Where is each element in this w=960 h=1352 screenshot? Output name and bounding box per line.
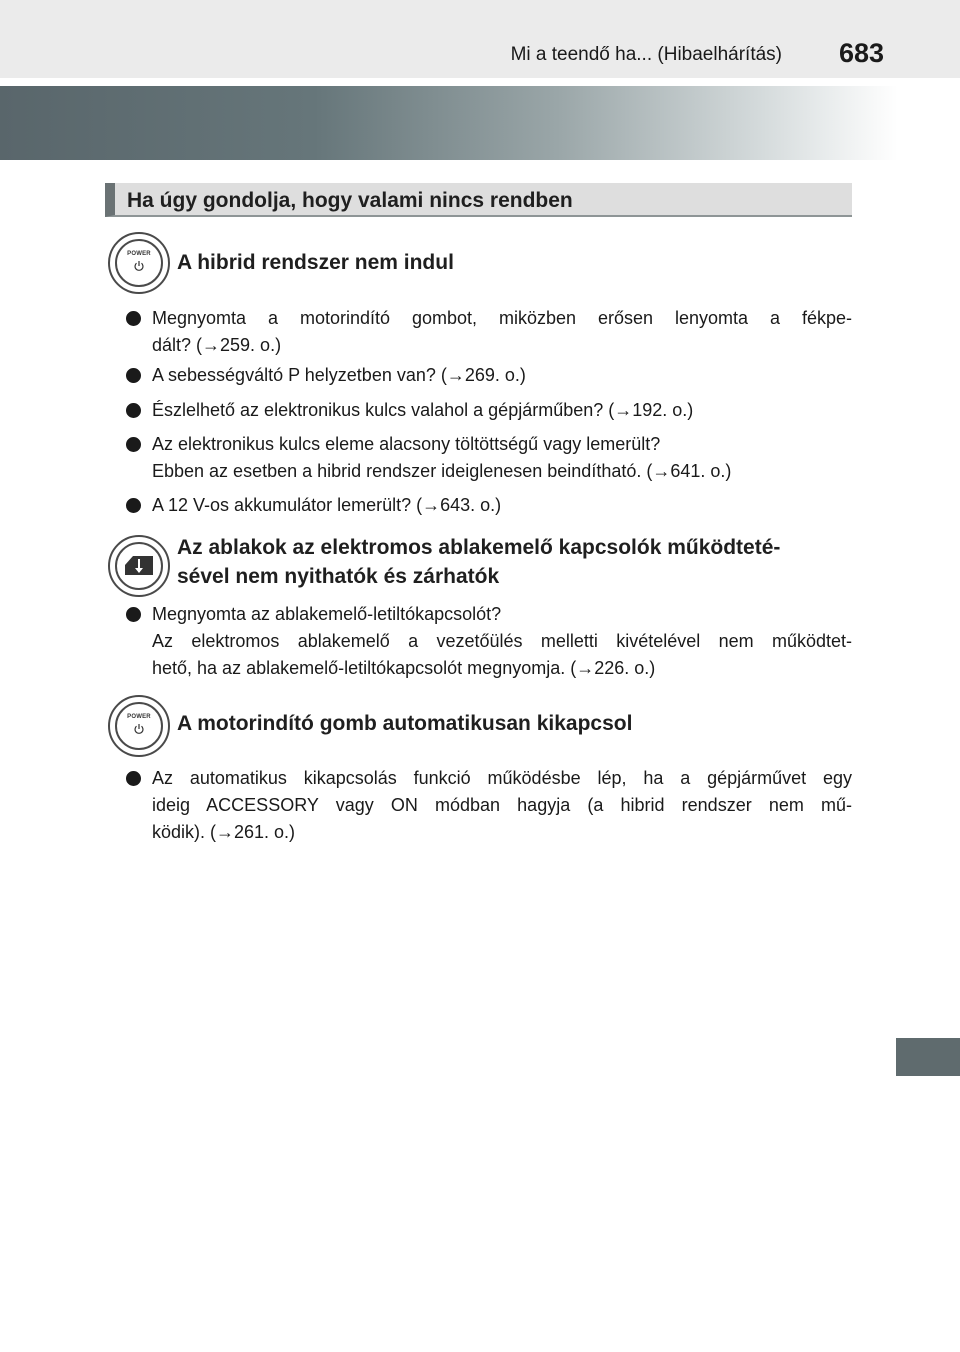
bullet-dot	[126, 607, 141, 622]
heading-power-windows: Az ablakok az elektromos ablakemelő kapcsolók működteté- sével nem nyithatók és zárhatók	[177, 536, 781, 588]
power-label: POWER	[127, 714, 151, 720]
header-band	[0, 0, 960, 78]
bullet-item: Észlelhető az elektronikus kulcs valahol a gépjárműben? (→192. o.)	[126, 397, 852, 424]
power-window-icon	[108, 535, 170, 597]
heading-auto-power-off: A motorindító gomb automatikusan kikapcsol	[177, 712, 633, 735]
bullet-item: A sebességváltó P helyzetben van? (→269. o.)	[126, 362, 852, 389]
bullet-item: Az automatikus kikapcsolás funkció működésbe lép, ha a gépjárművet egy ideig ACCESSORY vagy ON módban hagyja (a hibrid rendszer nem mű- ködik). (→261. o.)	[126, 765, 852, 846]
window-arrow-icon	[117, 544, 161, 588]
bullet-dot	[126, 771, 141, 786]
page-number: 683	[838, 38, 884, 68]
power-symbol-icon	[133, 260, 145, 272]
power-symbol-icon	[133, 723, 145, 735]
bullet-dot	[126, 311, 141, 326]
bullet-dot	[126, 403, 141, 418]
bullet-dot	[126, 368, 141, 383]
chapter-tab	[896, 1038, 960, 1076]
power-label: POWER	[127, 251, 151, 257]
decorative-banner	[0, 86, 898, 160]
bullet-item: Megnyomta az ablakemelő-letiltókapcsolót? Az elektromos ablakemelő a vezetőülés melletti kivételével nem működtet- hető, ha az ablakemelő-letiltókapcsolót megnyomja. (→226. o.)	[126, 601, 852, 682]
section-heading-text: Ha úgy gondolja, hogy valami nincs rendben	[127, 189, 573, 212]
bullet-item: Az elektronikus kulcs eleme alacsony töltöttségű vagy lemerült? Ebben az esetben a hibrid rendszer ideiglenesen beindítható. (→641. o.)	[126, 431, 852, 485]
power-button-icon	[108, 232, 170, 294]
bullet-dot	[126, 437, 141, 452]
heading-hybrid-not-starting: A hibrid rendszer nem indul	[177, 251, 454, 274]
bullet-dot	[126, 498, 141, 513]
section-heading	[105, 183, 852, 217]
bullet-item: A 12 V-os akkumulátor lemerült? (→643. o.)	[126, 492, 852, 519]
power-button-icon	[108, 695, 170, 757]
bullet-item: Megnyomta a motorindító gombot, miközben erősen lenyomta a fékpe- dált? (→259. o.)	[126, 305, 852, 359]
chapter-title: Mi a teendő ha... (Hibaelhárítás)	[510, 44, 782, 65]
